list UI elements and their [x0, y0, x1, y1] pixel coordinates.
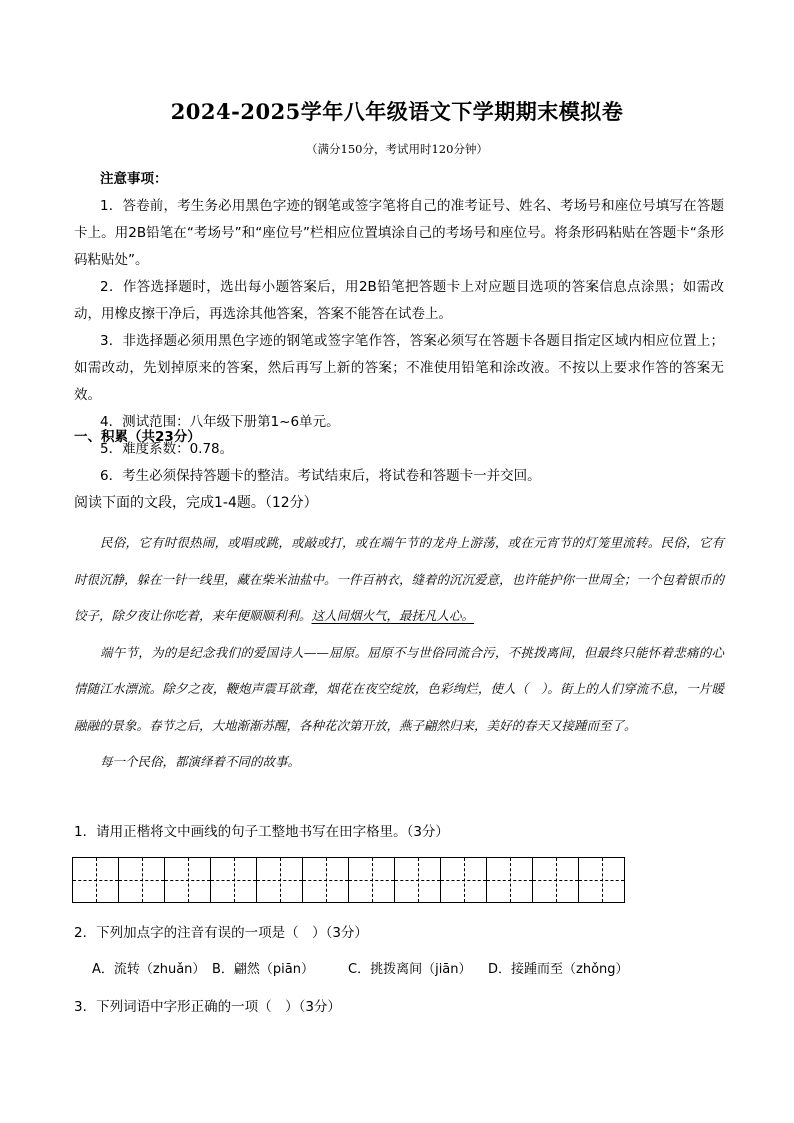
question-3: 3．下列词语中字形正确的一项（ ）（3分） [74, 999, 341, 1015]
option-d[interactable]: D．接踵而至（zhǒng） [488, 962, 629, 977]
underlined-sentence: 这人间烟火气，最抚凡人心。 [311, 608, 475, 623]
tianzige-cell[interactable] [302, 857, 349, 903]
tianzige-cell[interactable] [72, 857, 119, 903]
exam-title: 2024-2025学年八年级语文下学期期末模拟卷 [170, 99, 624, 124]
note-item-4: 4．测试范围：八年级下册第1~6单元。 [100, 414, 340, 430]
option-c[interactable]: C．挑拨离间（jiān） [348, 962, 472, 977]
question-1: 1．请用正楷将文中画线的句子工整地书写在田字格里。（3分） [74, 824, 449, 840]
note-item-1: 1．答卷前，考生务必用黑色字迹的钢笔或签字笔将自己的准考证号、姓名、考场号和座位号填写在答题卡上。用2B铅笔在“考场号”和“座位号”栏相应位置填涂自己的考场号和座位号。将条形码粘贴在答题卡“条形码粘贴处”。 [74, 198, 724, 268]
question-2: 2．下列加点字的注音有误的一项是（ ）（3分） [74, 925, 368, 941]
tianzige-cell[interactable] [394, 857, 441, 903]
reading-instruction: 阅读下面的文段，完成1-4题。（12分） [74, 495, 318, 511]
option-a[interactable]: A．流转（zhuǎn） [92, 962, 206, 977]
passage-paragraph-1-text: 民俗，它有时很热闹，或唱或跳，或敲或打，或在端午节的龙舟上游荡，或在元宵节的灯笼里流转。民俗，它有时很沉静，躲在一针一线里，藏在柴米油盐中。一件百衲衣，缝着的沉沉爱意，也许能护你一世周全；一个包着银币的饺子，除夕夜让你吃着，来年便顺顺利利。 [74, 535, 725, 623]
tianzige-cell[interactable] [578, 857, 625, 903]
tianzige-writing-grid[interactable] [72, 857, 625, 903]
tianzige-cell[interactable] [486, 857, 533, 903]
tianzige-cell[interactable] [532, 857, 579, 903]
tianzige-cell[interactable] [440, 857, 487, 903]
reading-passage [74, 525, 724, 781]
passage-paragraph-3: 每一个民俗，都演绎着不同的故事。 [100, 754, 301, 769]
question-2-options [92, 958, 629, 977]
exam-subtitle: （满分150分，考试用时120分钟） [306, 142, 488, 156]
tianzige-cell[interactable] [348, 857, 395, 903]
note-item-6: 6．考生必须保持答题卡的整洁。考试结束后，将试卷和答题卡一并交回。 [100, 468, 541, 484]
notes-heading: 注意事项： [100, 171, 168, 187]
passage-paragraph-2: 端午节，为的是纪念我们的爱国诗人——屈原。屈原不与世俗同流合污，不挑拨离间，但最终只能怀着悲痛的心情随江水漂流。除夕之夜，鞭炮声震耳欲聋，烟花在夜空绽放，色彩绚烂，使人（ ）。街上的人们穿流不息，一片暖融融的景象。春节之后，大地渐渐苏醒，各种花次第开放，燕子翩然归来，美好的春天又接踵而至了。 [74, 644, 724, 733]
tianzige-cell[interactable] [118, 857, 165, 903]
section-heading-accumulation: 一、积累（共23分） [74, 429, 201, 445]
tianzige-cell[interactable] [210, 857, 257, 903]
passage-paragraph-1 [74, 525, 724, 635]
option-b[interactable]: B．翩然（piān） [212, 962, 314, 977]
tianzige-cell[interactable] [256, 857, 303, 903]
note-item-3: 3．非选择题必须用黑色字迹的钢笔或签字笔作答，答案必须写在答题卡各题目指定区域内相应位置上；如需改动，先划掉原来的答案，然后再写上新的答案；不准使用铅笔和涂改液。不按以上要求作答的答案无效。 [74, 333, 724, 403]
tianzige-cell[interactable] [164, 857, 211, 903]
note-item-5: 5．难度系数：0.78。 [100, 441, 234, 457]
notes-list [74, 193, 724, 490]
note-item-2: 2．作答选择题时，选出每小题答案后，用2B铅笔把答题卡上对应题目选项的答案信息点涂黑；如需改动，用橡皮擦干净后，再选涂其他答案，答案不能答在试卷上。 [74, 279, 724, 322]
